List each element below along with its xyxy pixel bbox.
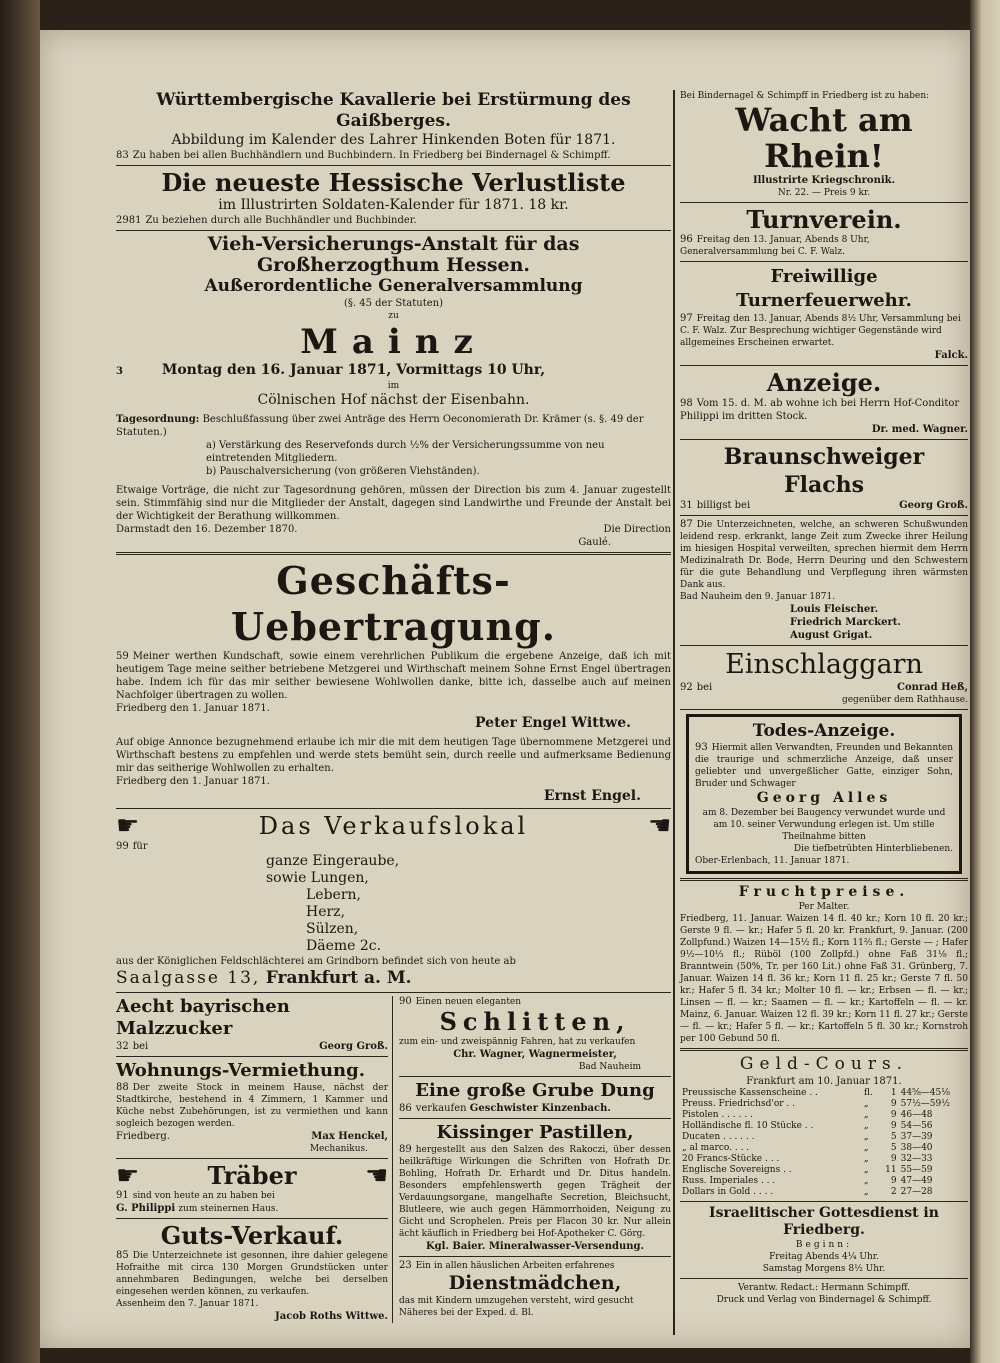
geld-cell: 9	[890, 1176, 897, 1186]
verlustliste-title: Die neueste Hessische Verlustliste	[161, 168, 626, 197]
todes-name: Georg Alles	[756, 790, 892, 806]
geld-cell: 32—33	[900, 1154, 933, 1164]
geld-cell: 1	[890, 1088, 897, 1098]
kalender-line: Zu haben bei allen Buchhändlern und Buchbindern. In Friedberg bei Bindernagel & Schimpff.	[132, 150, 611, 161]
next-page-edge	[970, 0, 1000, 1363]
geld-table	[680, 1088, 968, 1198]
vieh-zu: zu	[388, 311, 399, 321]
ad-kalender	[116, 90, 671, 162]
geld-cell: „	[863, 1176, 869, 1186]
item: ganze Eingeraube,	[266, 853, 400, 869]
ad-number: 2981	[116, 215, 142, 226]
anzeige-text: Vom 15. d. M. ab wohne ich bei Herrn Hof-Conditor Philippi im dritten Stock.	[680, 398, 960, 422]
ad-verlustliste	[116, 169, 671, 227]
geld-row	[680, 1165, 968, 1176]
turnverein-title: Turnverein.	[746, 205, 902, 234]
geld-cell: Holländische fl. 10 Stücke . .	[682, 1121, 814, 1131]
ad-flachs	[680, 443, 968, 512]
verlustliste-line: Zu beziehen durch alle Buchhändler und Buchbinder.	[145, 215, 417, 226]
vieh-date: Montag den 16. Januar 1871, Vormittags 10 Uhr,	[161, 362, 546, 378]
ad-malz	[116, 996, 388, 1053]
anzeige-title: Anzeige.	[766, 368, 882, 397]
guts-text: Die Unterzeichnete ist gesonnen, ihre dahier gelegene Hofraithe mit circa 130 Morgen Grundstücken unter annehmbaren Bedingungen, welche bei derselben eingesehen werden können, zu verkaufen.	[116, 1251, 388, 1297]
ad-number: 23	[399, 1260, 412, 1271]
ad-geschaeft	[116, 558, 671, 805]
geld-cell: 38—40	[900, 1143, 933, 1153]
gottesdienst-title: Israelitischer Gottesdienst in Friedberg.	[709, 1205, 939, 1238]
item: Sülzen,	[306, 921, 359, 937]
geld-title: Geld-Cours.	[739, 1054, 909, 1074]
geld-cell: „	[863, 1099, 869, 1109]
kissinger-sign: Kgl. Baier. Mineralwasser-Versendung.	[425, 1241, 645, 1252]
malz-bei: bei	[132, 1041, 149, 1052]
feuerwehr-text: Freitag den 13. Januar, Abends 8½ Uhr, Versammlung bei C. F. Walz. Zur Besprechung wichtiger Gegenstände wird allgemeines Erscheinen erwartet.	[680, 314, 961, 348]
malz-seller: Georg Groß.	[319, 1041, 388, 1052]
guts-sign: Jacob Roths Wittwe.	[275, 1311, 388, 1322]
geld-cell: 46—48	[900, 1110, 933, 1120]
ad-number: 83	[116, 150, 129, 161]
geschaeft-title: Geschäfts-Uebertragung.	[231, 558, 556, 649]
wohnung-sign: Max Henckel,	[311, 1131, 388, 1142]
geld-row	[680, 1088, 968, 1099]
todes-text2: am 8. Dezember bei Baugency verwundet wurde und am 10. seiner Verwundung erlegen ist. Um stille Theilnahme bitten	[702, 808, 946, 842]
agenda-item-3: b) Pauschalversicherung (von größeren Viehständen).	[206, 466, 480, 477]
garn-seller2: gegenüber dem Rathhause.	[841, 695, 968, 705]
vieh-place: Cölnischen Hof nächst der Eisenbahn.	[257, 392, 530, 408]
malz-title: Aecht bayrischen Malzzucker	[116, 996, 290, 1039]
wohnung-text: Der zweite Stock in meinem Hause, nächst der Stadtkirche, bestehend in 4 Zimmern, 1 Kammer und Küche nebst Zubehörungen, ist zu vermiethen und kann sogleich bezogen werden.	[116, 1083, 388, 1129]
geld-row	[680, 1143, 968, 1154]
geld-cell: „	[863, 1121, 869, 1131]
ad-verkaufslokal	[116, 812, 671, 989]
kalender-title2: Gaißberges.	[336, 111, 451, 131]
traeber-seller: G. Philippi	[116, 1203, 176, 1214]
geld-cell: fl.	[863, 1088, 873, 1098]
geld-cell: 9	[890, 1121, 897, 1131]
geld-cell: 9	[890, 1154, 897, 1164]
geschaeft-dateline2: Friedberg den 1. Januar 1871.	[116, 776, 270, 787]
frucht-text: Friedberg, 11. Januar. Waizen 14 fl. 40 kr.; Korn 10 fl. 20 kr.; Gerste 9 fl. — kr.; Hafer 5 fl. 20 kr. Frankfurt, 9. Januar. (200 Zollpfund.) Waizen 14—15½ fl.; Korn 11⅔ fl.; Gerste — ; Hafer 9½—10⅓ fl.; Rüböl (100 Zollpfd.) ohne Faß 31⅛ fl.; Branntwein (50%, Tr. per 160 Lit.) ohne Faß 31. Grünberg, 7. Januar. Waizen 14 fl. 36 kr.; Korn 11 fl. 25 kr.; Gerste 7 fl. 50 kr.; Hafer 5 fl. 34 kr.; Molter 10 fl. — kr.; Erbsen — fl. — kr.; Linsen — fl. — kr.; Saamen — fl. — kr.; Kartoffeln — fl. — kr. Mainz, 6. Januar. Waizen 12 fl. 39 kr.; Korn 11 fl. 27 kr.; Gerste — fl. — kr.; Hafer 5 fl. — kr.; Kartoffeln 5 fl. 30 kr.; Kornstroh per 100 Gebund 50 fl.	[680, 914, 968, 1044]
geld-cell: 11	[885, 1165, 897, 1175]
dienst-pre: Ein in allen häuslichen Arbeiten erfahrenes	[415, 1261, 615, 1271]
wacht-pre: Bei Bindernagel & Schimpff in Friedberg ist zu haben:	[680, 91, 930, 101]
ad-garn	[680, 649, 968, 706]
geld-cell: „ al marco. . . .	[682, 1143, 750, 1153]
kissinger-text: hergestellt aus den Salzen des Rakoczi, über dessen heilkräftige Wirkungen die Schriften von Hofrath Dr. Bohling, Hofrath Dr. Erhardt und Dr. Ditus handeln. Besonders empfehlenswerth gegen Trägheit der Verdauungsorgane, mangelhafte Secretion, Bleichsucht, Blutleere, wie auch gegen Hämmorrhoiden, Neigung zu Gicht und Scrophelen. Preis per Flacon 30 kr. Nur allein ächt käuflich in Friedberg bei Hof-Apotheker C. Görg.	[399, 1145, 671, 1239]
ad-number: 91	[116, 1190, 129, 1201]
vieh-city: Mainz	[300, 322, 487, 362]
traeber-seller2: zum steinernen Haus.	[178, 1204, 279, 1214]
schlitten-text: zum ein- und zweispännig Fahren, hat zu verkaufen	[399, 1037, 636, 1047]
garn-seller: Conrad Heß,	[896, 682, 968, 693]
gottesdienst-line1: Freitag Abends 4¼ Uhr.	[769, 1252, 879, 1262]
geld-cell: „	[863, 1165, 869, 1175]
wacht-title: Wacht am Rhein!	[735, 101, 913, 175]
geschaeft-text: Meiner werthen Kundschaft, sowie einem verehrlichen Publikum die ergebene Anzeige, daß ich mit heutigem Tage meine seither betriebene Metzgerei und Wirthschaft meinem Sohne Ernst Engel übertragen habe. Indem ich für das mir seither bewiesene Wohlwollen danke, bitte ich, dasselbe auch auf meinen Nachfolger übertragen zu wollen.	[116, 651, 671, 701]
geld-cell: Pistolen . . . . . .	[682, 1110, 753, 1120]
geld-cell: Dollars in Gold . . . .	[682, 1187, 774, 1197]
ad-number: 96	[680, 234, 693, 245]
ad-number: 85	[116, 1250, 129, 1261]
flachs-seller: Georg Groß.	[899, 500, 968, 511]
ad-dung	[399, 1080, 671, 1115]
vieh-statuten: (§. 45 der Statuten)	[343, 298, 443, 309]
dienst-text: das mit Kindern umzugehen versteht, wird gesucht Näheres bei der Exped. d. Bl.	[399, 1296, 634, 1318]
dank-dateline: Bad Nauheim den 9. Januar 1871.	[680, 592, 836, 602]
geld-cell: 27—28	[900, 1187, 933, 1197]
geld-row	[680, 1154, 968, 1165]
pointing-hand-icon: ☛	[647, 811, 671, 841]
ad-number: 90	[399, 996, 412, 1007]
verlustliste-sub: im Illustrirten Soldaten-Kalender für 1871. 18 kr.	[218, 197, 569, 213]
dung-pre: verkaufen	[415, 1103, 467, 1114]
kissinger-title: Kissinger Pastillen,	[436, 1122, 634, 1143]
garn-title: Einschlaggarn	[725, 649, 923, 680]
right-column	[680, 90, 968, 1306]
geld-cell: 44⅝—45⅛	[900, 1088, 950, 1098]
frucht-title: Fruchtpreise.	[738, 884, 910, 900]
geld-cours	[680, 1054, 968, 1198]
wohnung-sign2: Mechanikus.	[309, 1144, 368, 1154]
geld-cell: Preuss. Friedrichsd'or . .	[682, 1099, 795, 1109]
verkaufslokal-fuer: für	[132, 841, 148, 852]
todes-dateline: Ober-Erlenbach, 11. Januar 1871.	[695, 856, 850, 866]
ad-kissinger	[399, 1122, 671, 1253]
pointing-hand-icon: ☛	[116, 1161, 140, 1191]
geld-cell: 20 Francs-Stücke . . .	[682, 1154, 780, 1164]
item: Herz,	[306, 904, 346, 920]
vieh-sign2: Gaulé.	[578, 537, 611, 548]
frucht-preise	[680, 884, 968, 1045]
gottesdienst-line2: Samstag Morgens 8½ Uhr.	[762, 1264, 886, 1274]
geld-row	[680, 1176, 968, 1187]
geld-cell: 9	[890, 1110, 897, 1120]
geschaeft-text2: Auf obige Annonce bezugnehmend erlaube ich mir die mit dem heutigen Tage übernommene Metzgerei und Wirthschaft bestens zu empfehlen und werde stets bemüht sein, durch reelle und aufmerksame Bedienung mir das seitherige Wohlwollen zu erhalten.	[116, 737, 671, 774]
book-binding-left	[0, 0, 40, 1363]
vieh-sub: Außerordentliche Generalversammlung	[204, 276, 583, 296]
dank-sign: Louis Fleischer.	[790, 604, 879, 615]
geld-cell: „	[863, 1132, 869, 1142]
ad-number: 88	[116, 1082, 129, 1093]
geld-cell: 47—49	[900, 1176, 933, 1186]
ad-number: 31	[680, 500, 693, 511]
vieh-title: Vieh-Versicherungs-Anstalt für das Großherzogthum Hessen.	[207, 233, 580, 276]
dank-sign: August Grigat.	[790, 630, 873, 641]
flachs-pre: billigst bei	[696, 500, 751, 511]
column-divider	[673, 90, 675, 1335]
wacht-line: Nr. 22. — Preis 9 kr.	[777, 188, 871, 198]
small-ads-grid	[116, 996, 671, 1323]
ad-number: 97	[680, 313, 693, 324]
geld-cell: 2	[890, 1187, 897, 1197]
verkaufslokal-addr2: Frankfurt a. M.	[265, 968, 412, 988]
geld-row	[680, 1110, 968, 1121]
ad-feuerwehr	[680, 265, 968, 362]
pointing-hand-icon: ☛	[364, 1161, 388, 1191]
geschaeft-sign2: Ernst Engel.	[543, 788, 641, 804]
traeber-text: sind von heute an zu haben bei	[132, 1191, 275, 1201]
geld-cell: 5	[890, 1143, 897, 1153]
dank-text: Die Unterzeichneten, welche, an schweren Schußwunden leidend resp. erkrankt, lange Zeit zum Zwecke ihrer Heilung im hiesigen Hospital verweilten, sprechen hiermit dem Herrn Medizinalrath Dr. Bode, Herrn Deuring und den Schwestern für die gute Behandlung und Verpflegung ihren wärmsten Dank aus.	[680, 520, 968, 590]
todes-text3: Die tiefbetrübten Hinterbliebenen.	[793, 844, 953, 854]
ad-turnverein	[680, 206, 968, 258]
todes-text: Hiermit allen Verwandten, Freunden und Bekannten die traurige und schmerzliche Anzeige, daß unser geliebter und unvergeßlicher Gatte, einziger Sohn, Bruder und Schwager	[695, 743, 953, 789]
ad-number: 89	[399, 1144, 412, 1155]
gottesdienst-sub: Beginn:	[795, 1240, 853, 1250]
ad-number: 99	[116, 841, 129, 852]
geld-cell: Preussische Kassenscheine . .	[682, 1088, 818, 1098]
schlitten-seller: Chr. Wagner, Wagnermeister,	[453, 1049, 617, 1060]
ad-schlitten	[399, 996, 671, 1073]
geschaeft-sign1: Peter Engel Wittwe.	[475, 715, 631, 731]
agenda-label: Tagesordnung:	[116, 414, 200, 425]
geld-cell: 54—56	[900, 1121, 933, 1131]
ad-number: 98	[680, 398, 693, 409]
ad-traeber	[116, 1162, 388, 1215]
ad-number: 87	[680, 519, 693, 530]
vieh-note: Etwaige Vorträge, die nicht zur Tagesordnung gehören, müssen der Direction bis zum 4. Januar zugestellt sein. Stimmfähig sind nur die Mitglieder der Anstalt, dagegen sind Landwirthe und Freunde der Anstalt bei der Wichtigkeit der Berathung willkommen.	[116, 485, 671, 522]
ad-wohnung	[116, 1060, 388, 1155]
pointing-hand-icon: ☛	[116, 811, 140, 841]
ad-guts	[116, 1222, 388, 1323]
agenda-item-1: Beschlußfassung über zwei Anträge des Herrn Oeconomierath Dr. Krämer (s. §. 49 der Statuten.)	[116, 414, 644, 438]
geld-cell: Englische Sovereigns . .	[682, 1165, 792, 1175]
ad-number: 32	[116, 1041, 129, 1052]
item: Lebern,	[306, 887, 361, 903]
garn-bei: bei	[696, 682, 713, 693]
feuerwehr-sign: Falck.	[934, 350, 968, 361]
footer-line2: Druck und Verlag von Bindernagel & Schimpff.	[716, 1295, 932, 1305]
geld-row	[680, 1187, 968, 1198]
wohnung-place: Friedberg.	[116, 1131, 170, 1142]
geschaeft-dateline1: Friedberg den 1. Januar 1871.	[116, 703, 270, 714]
flachs-title: Braunschweiger Flachs	[723, 444, 925, 498]
dank-sign: Friedrich Marckert.	[790, 617, 901, 628]
frucht-sub: Per Malter.	[798, 902, 850, 912]
left-column	[116, 90, 671, 1323]
ad-vieh	[116, 234, 671, 549]
verkaufslokal-title: Das Verkaufslokal	[258, 812, 529, 840]
ad-number: 93	[695, 742, 708, 753]
anzeige-sign: Dr. med. Wagner.	[871, 424, 968, 435]
footer-line1: Verantw. Redact.: Hermann Schimpff.	[737, 1283, 911, 1293]
geld-cell: Ducaten . . . . . .	[682, 1132, 755, 1142]
ad-number: 86	[399, 1103, 412, 1114]
geld-cell: 57½—59½	[900, 1099, 950, 1109]
geld-row	[680, 1132, 968, 1143]
ad-gottesdienst	[680, 1205, 968, 1275]
ad-dienst	[399, 1260, 671, 1319]
verkaufslokal-addr1: Saalgasse 13,	[116, 968, 261, 988]
vieh-im: im	[387, 381, 400, 391]
geld-row	[680, 1121, 968, 1132]
wacht-sub: Illustrirte Kriegschronik.	[752, 175, 896, 186]
geld-cell: „	[863, 1154, 869, 1164]
ad-dank	[680, 519, 968, 642]
verkaufslokal-line: aus der Königlichen Feldschlächterei am Grindborn befindet sich von heute ab	[116, 956, 516, 967]
geld-cell: 5	[890, 1132, 897, 1142]
schlitten-place: Bad Nauheim	[578, 1062, 641, 1072]
ad-number: 92	[680, 682, 693, 693]
guts-dateline: Assenheim den 7. Januar 1871.	[116, 1299, 259, 1309]
item: sowie Lungen,	[266, 870, 369, 886]
todes-title: Todes-Anzeige.	[752, 721, 896, 741]
schlitten-pre: Einen neuen eleganten	[415, 997, 522, 1007]
geld-cell: Russ. Imperiales . . .	[682, 1176, 776, 1186]
newspaper-page	[40, 30, 970, 1348]
vieh-dateline: Darmstadt den 16. Dezember 1870.	[116, 524, 298, 535]
turnverein-text: Freitag den 13. Januar, Abends 8 Uhr, Generalversammlung bei C. F. Walz.	[680, 235, 870, 257]
ad-anzeige	[680, 369, 968, 436]
ad-number: 3	[116, 366, 123, 377]
feuerwehr-title: Freiwillige Turnerfeuerwehr.	[736, 266, 912, 311]
kalender-sub: Abbildung im Kalender des Lahrer Hinkenden Boten für 1871.	[171, 132, 616, 148]
geld-cell: 9	[890, 1099, 897, 1109]
guts-title: Guts-Verkauf.	[160, 1221, 344, 1250]
traeber-title: Träber	[207, 1161, 297, 1190]
geld-cell: 55—59	[900, 1165, 933, 1175]
geld-row	[680, 1099, 968, 1110]
kalender-title: Württembergische Kavallerie bei Erstürmung des	[156, 90, 631, 110]
dienst-title: Dienstmädchen,	[448, 1272, 622, 1294]
schlitten-title: Schlitten,	[439, 1007, 631, 1036]
vieh-sign: Die Direction	[603, 524, 671, 535]
ad-number: 59	[116, 651, 129, 662]
dung-title: Eine große Grube Dung	[415, 1080, 655, 1101]
wohnung-title: Wohnungs-Vermiethung.	[116, 1060, 365, 1081]
agenda-item-2: a) Verstärkung des Reservefonds durch ½% der Versicherungssumme von neu eintretenden Mitgliedern.	[206, 440, 605, 464]
geld-cell: „	[863, 1187, 869, 1197]
geld-sub: Frankfurt am 10. Januar 1871.	[746, 1076, 902, 1087]
geld-cell: „	[863, 1110, 869, 1120]
geld-cell: „	[863, 1143, 869, 1153]
death-notice-box	[686, 714, 962, 874]
dung-seller: Geschwister Kinzenbach.	[469, 1103, 611, 1114]
item: Däeme 2c.	[306, 938, 382, 954]
geld-cell: 37—39	[900, 1132, 933, 1142]
ad-wacht	[680, 90, 968, 199]
